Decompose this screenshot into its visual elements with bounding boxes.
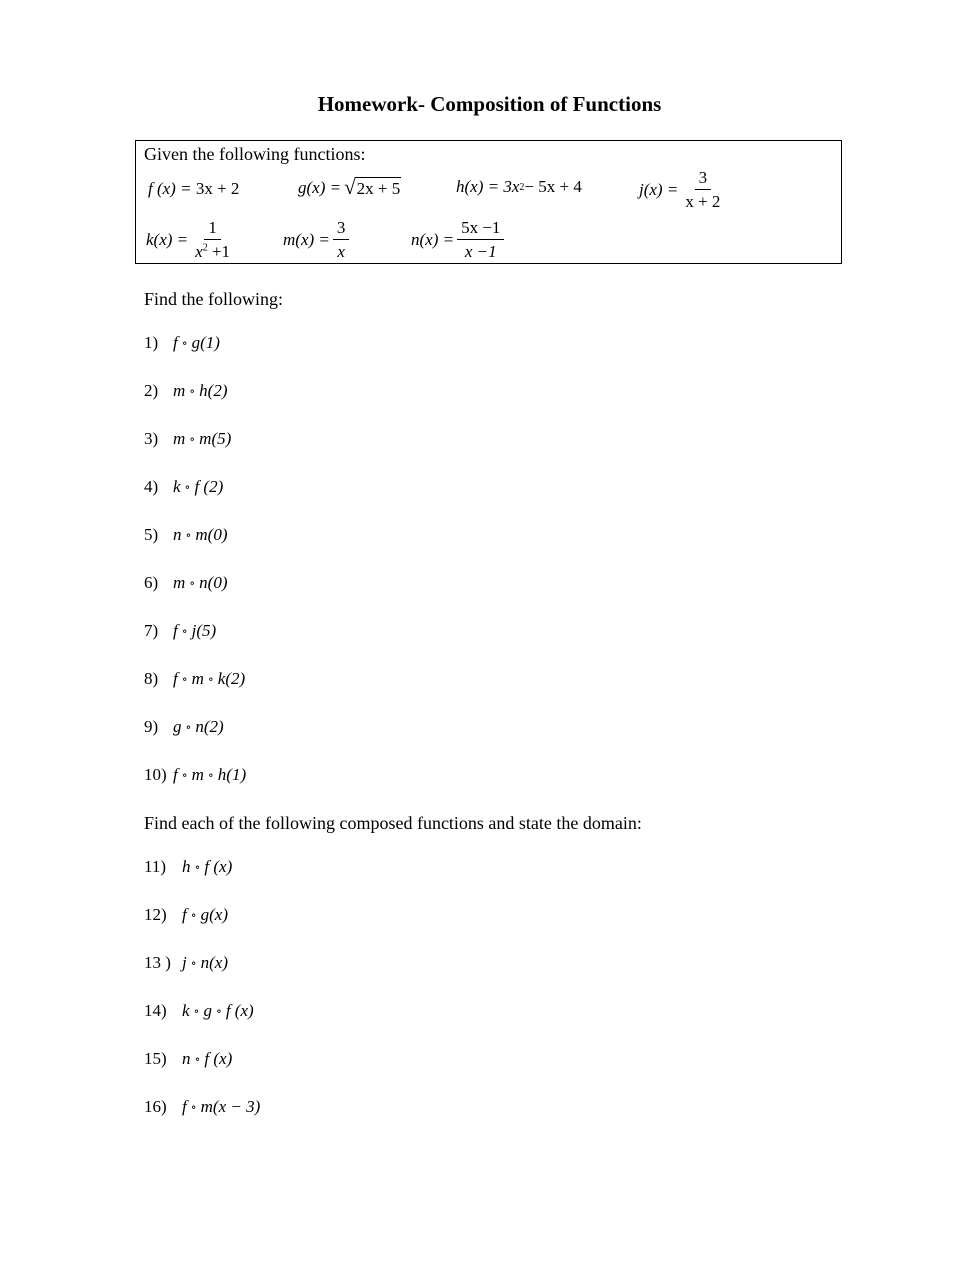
composition-expression (173, 621, 216, 640)
functions-box (135, 140, 842, 264)
compose-operator: ∘ (185, 528, 192, 542)
compose-operator: ∘ (181, 672, 188, 686)
function-term: m (173, 429, 186, 448)
function-term: k (173, 477, 181, 496)
compose-operator: ∘ (193, 1004, 200, 1018)
function-h: h(x) = 3x 2 − 5x + 4 (456, 177, 582, 196)
function-term: h(1) (217, 765, 247, 784)
composition-expression (173, 525, 228, 544)
fraction: $\frac{5x -1}{x -1}$ (457, 217, 504, 263)
problem-item (144, 333, 220, 353)
function-term: h(2) (199, 381, 228, 400)
composition-expression (182, 1001, 254, 1020)
problem-number: 2) (144, 381, 159, 400)
function-term: m (191, 669, 204, 688)
function-term: m (173, 381, 186, 400)
problem-item (144, 1001, 254, 1021)
square-root: √ 2x + 5 (344, 175, 401, 199)
function-g: g(x) = √ 2x + 5 (298, 175, 401, 199)
problem-item (144, 525, 228, 545)
function-j: j(x) = $\frac{3}{x + 2}$ (639, 167, 724, 213)
compose-operator: ∘ (181, 624, 188, 638)
problem-number: 6) (144, 573, 159, 592)
function-m: m(x) = $\frac{3}{x}$ (283, 217, 349, 263)
problem-number: 7) (144, 621, 159, 640)
function-f: f (x) = 3x + 2 (148, 179, 240, 198)
function-term: j(5) (191, 621, 217, 640)
composition-expression (173, 669, 245, 688)
composition-expression (173, 477, 223, 496)
problem-item (144, 953, 228, 973)
compose-operator: ∘ (194, 860, 201, 874)
composition-expression (182, 953, 228, 972)
composition-expression (173, 573, 228, 592)
function-term: f (173, 333, 178, 352)
fraction: $\frac{3}{x + 2}$ (685, 168, 721, 212)
problem-number: 15) (144, 1049, 167, 1068)
problem-number: 12) (144, 905, 167, 924)
problem-item (144, 477, 223, 497)
composition-expression (173, 717, 224, 736)
function-term: g(x) (200, 905, 228, 924)
function-term: g (173, 717, 182, 736)
composition-expression (173, 429, 231, 448)
problem-item (144, 381, 228, 401)
problem-number: 16) (144, 1097, 167, 1116)
problem-number: 1) (144, 333, 159, 352)
composition-expression (173, 381, 228, 400)
function-term: f (173, 669, 178, 688)
section-heading-compose: Find each of the following composed functions and state the domain: (144, 813, 642, 833)
problem-number: 3) (144, 429, 159, 448)
composition-expression (173, 333, 220, 352)
problem-item (144, 1097, 260, 1117)
problem-item (144, 857, 232, 877)
function-term: n (182, 1049, 191, 1068)
page-title: Homework- Composition of Functions (317, 92, 662, 116)
problem-item (144, 905, 228, 925)
composition-expression (173, 765, 246, 784)
function-term: m (173, 573, 186, 592)
compose-operator: ∘ (190, 956, 197, 970)
function-n: n(x) = $\frac{5x -1}{x -1}$ (411, 217, 504, 263)
problem-item (144, 573, 228, 593)
problem-number: 11) (144, 857, 167, 876)
composition-expression (182, 857, 232, 876)
function-term: h (182, 857, 191, 876)
function-term: f (x) (204, 1049, 233, 1068)
compose-operator: ∘ (185, 720, 192, 734)
function-term: m(x − 3) (200, 1097, 261, 1116)
function-term: m(0) (195, 525, 228, 544)
problem-item (144, 429, 231, 449)
function-k: k(x) = $\frac{1}{x^2 +1}$ (146, 217, 234, 263)
compose-operator: ∘ (189, 576, 196, 590)
compose-operator: ∘ (189, 432, 196, 446)
function-term: k(2) (217, 669, 246, 688)
function-term: f (x) (225, 1001, 254, 1020)
problem-number: 8) (144, 669, 159, 688)
compose-operator: ∘ (184, 480, 191, 494)
function-term: n(0) (199, 573, 228, 592)
compose-operator: ∘ (194, 1052, 201, 1066)
function-term: m(5) (199, 429, 232, 448)
compose-operator: ∘ (181, 336, 188, 350)
compose-operator: ∘ (207, 768, 214, 782)
fraction: $\frac{3}{x}$ (333, 217, 350, 263)
problem-number: 4) (144, 477, 159, 496)
function-term: n(x) (200, 953, 228, 972)
compose-operator: ∘ (190, 908, 197, 922)
function-term: m (191, 765, 204, 784)
function-term: n (173, 525, 182, 544)
function-term: f (x) (204, 857, 233, 876)
problem-number: 9) (144, 717, 159, 736)
composition-expression (182, 905, 228, 924)
function-term: f (2) (194, 477, 224, 496)
problem-number: 14) (144, 1001, 167, 1020)
function-term: g (203, 1001, 212, 1020)
problem-item (144, 717, 224, 737)
function-term: j (182, 953, 187, 972)
problem-number: 10) (144, 765, 167, 784)
problem-item (144, 765, 246, 785)
compose-operator: ∘ (181, 768, 188, 782)
problem-item (144, 669, 245, 689)
composition-expression (182, 1049, 232, 1068)
problem-number: 13 ) (144, 953, 171, 972)
compose-operator: ∘ (207, 672, 214, 686)
function-term: n(2) (195, 717, 224, 736)
compose-operator: ∘ (190, 1100, 197, 1114)
compose-operator: ∘ (189, 384, 196, 398)
function-term: f (173, 765, 178, 784)
problem-item (144, 621, 216, 641)
problem-number: 5) (144, 525, 159, 544)
function-term: f (173, 621, 178, 640)
function-term: f (182, 1097, 187, 1116)
functions-intro: Given the following functions: (144, 144, 366, 164)
problem-item (144, 1049, 232, 1069)
function-term: f (182, 905, 187, 924)
composition-expression (182, 1097, 260, 1116)
compose-operator: ∘ (215, 1004, 222, 1018)
function-term: g(1) (191, 333, 220, 352)
fraction: $\frac{1}{x^2 +1}$ (195, 218, 231, 262)
function-term: k (182, 1001, 190, 1020)
section-heading-find: Find the following: (144, 289, 283, 309)
